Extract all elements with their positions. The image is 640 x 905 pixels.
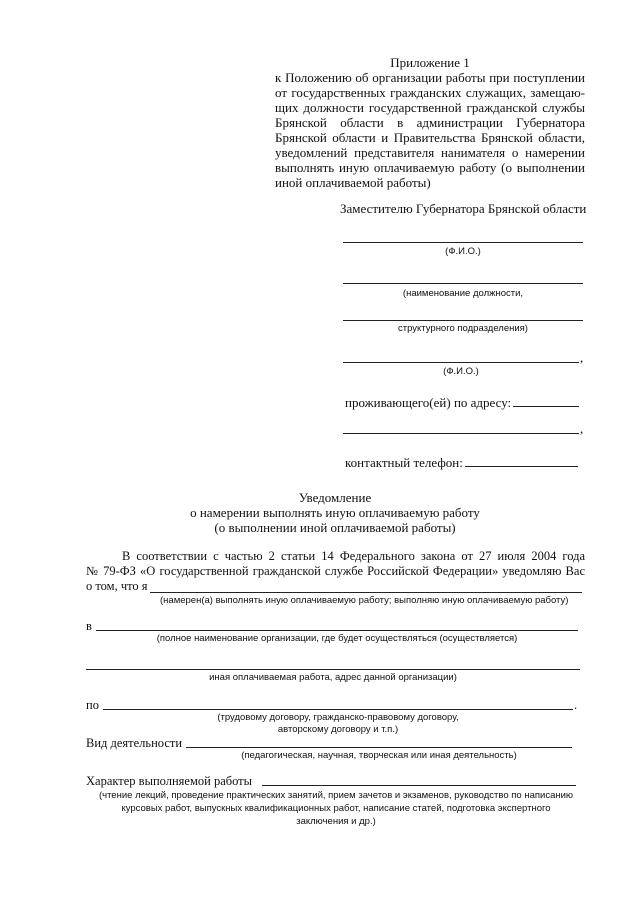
- para-line-3: о том, что я: [86, 579, 148, 593]
- address-line-1[interactable]: [513, 406, 579, 407]
- notice-heading-1: Уведомление: [298, 490, 372, 505]
- nature-hint-2: курсовых работ, выпускных квалификационных работ, написание статей, подготовка экспертного: [121, 803, 551, 814]
- fio-line-2[interactable]: [343, 362, 579, 363]
- notice-heading-3: (о выполнении иной оплачиваемой работы): [214, 520, 456, 535]
- intention-line[interactable]: [150, 592, 582, 593]
- position-hint: (наименование должности,: [402, 288, 524, 299]
- appendix-line-6: уведомлений представителя нанимателя о намерении: [275, 145, 585, 160]
- phone-line[interactable]: [465, 466, 578, 467]
- appendix-title: Приложение 1: [390, 55, 470, 70]
- para-line-1: В соответствии с частью 2 статьи 14 Федерального закона от 27 июля 2004 года: [122, 549, 585, 563]
- address-line-2[interactable]: [343, 433, 579, 434]
- contract-hint-1: (трудовому договору, гражданско-правовому договору,: [217, 712, 459, 723]
- comma-1: ,: [580, 350, 584, 365]
- appendix-line-3: щих должности государственной гражданской службы: [275, 100, 585, 115]
- notice-heading-2: о намерении выполнять иную оплачиваемую работу: [190, 505, 480, 520]
- appendix-line-8: иной оплачиваемой работы): [275, 175, 431, 190]
- position-line[interactable]: [343, 283, 583, 284]
- organization-line[interactable]: [96, 630, 578, 631]
- activity-hint: (педагогическая, научная, творческая или иная деятельность): [241, 750, 517, 761]
- appendix-line-7: выполнять иную оплачиваемую работу (о выполнении: [275, 160, 585, 175]
- by-label: по: [86, 698, 99, 712]
- intention-hint: (намерен(а) выполнять иную оплачиваемую работу; выполняю иную оплачиваемую работу): [160, 595, 569, 606]
- activity-line[interactable]: [186, 747, 572, 748]
- appendix-line-5: Брянской области и Правительства Брянской области,: [275, 130, 585, 145]
- work-address-line[interactable]: [86, 669, 580, 670]
- nature-line[interactable]: [262, 785, 576, 786]
- period-1: .: [574, 698, 578, 712]
- in-label: в: [86, 619, 92, 633]
- fio-hint-2: (Ф.И.О.): [443, 366, 479, 377]
- comma-2: ,: [580, 421, 584, 436]
- appendix-line-1: к Положению об организации работы при поступлении: [275, 70, 585, 85]
- contract-line[interactable]: [103, 709, 573, 710]
- addressee-to: Заместителю Губернатора Брянской области: [340, 201, 587, 216]
- appendix-line-2: от государственных гражданских служащих, замещаю-: [275, 85, 585, 100]
- unit-line[interactable]: [343, 320, 583, 321]
- nature-hint-1: (чтение лекций, проведение практических занятий, прием зачетов и экзаменов, руководство по написанию: [98, 790, 574, 801]
- work-address-hint: иная оплачиваемая работа, адрес данной организации): [209, 672, 457, 683]
- activity-label: Вид деятельности: [86, 736, 183, 750]
- contract-hint-2: авторскому договору и т.п.): [277, 724, 399, 735]
- unit-hint: структурного подразделения): [398, 323, 528, 334]
- residing-label: проживающего(ей) по адресу:: [345, 395, 512, 410]
- organization-hint: (полное наименование организации, где будет осуществляться (осуществляется): [156, 633, 518, 644]
- fio-line-1[interactable]: [343, 242, 583, 243]
- para-line-2: № 79-ФЗ «О государственной гражданской службе Российской Федерации» уведомляю Вас: [86, 564, 585, 578]
- nature-label: Характер выполняемой работы: [86, 774, 253, 788]
- fio-hint-1: (Ф.И.О.): [445, 246, 481, 257]
- appendix-line-4: Брянской области в администрации Губернатора: [275, 115, 585, 130]
- nature-hint-3: заключения и др.): [296, 816, 376, 827]
- phone-label: контактный телефон:: [345, 455, 463, 470]
